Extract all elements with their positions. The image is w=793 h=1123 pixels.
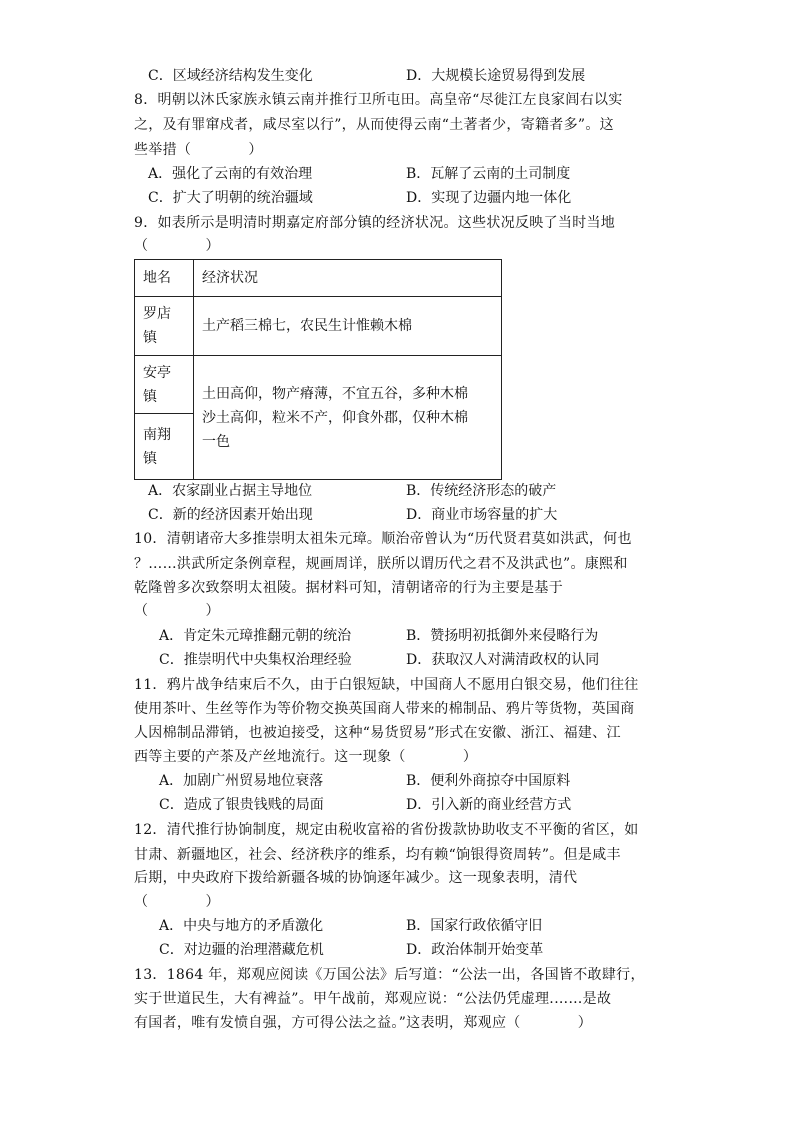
table-header-row [135,260,502,297]
q9-option-d: D．商业市场容量的扩大 [406,507,558,523]
q8-option-c: C．扩大了明朝的统治疆域 [148,190,313,206]
economy-table [134,259,502,480]
q10-stem-line-1: 10．清朝诸帝大多推崇明太祖朱元璋。顺治帝曾认为“历代贤君莫如洪武，何也 [134,531,632,547]
table-row [135,356,502,414]
q11-option-d: D．引入新的商业经营方式 [406,797,572,813]
status-line: 沙土高仰，粒米不产，仰食外郡，仅种木棉 [202,409,468,426]
q8-option-a: A．强化了云南的有效治理 [148,166,313,182]
q10-option-b: B．赞扬明初抵御外来侵略行为 [406,628,599,644]
place-cell-luodian [135,297,194,356]
q8-option-b: B．瓦解了云南的土司制度 [406,166,571,182]
q7-option-d: D．大规模长途贸易得到发展 [406,68,586,84]
q12-stem-line-1: 12．清代推行协饷制度，规定由税收富裕的省份拨款协助收支不平衡的省区，如 [134,822,639,838]
q9-stem-line-2: （ ） [134,238,220,254]
status-cell-luodian: 土产稻三棉七，农民生计惟赖木棉 [194,297,502,356]
table-row [135,297,502,356]
q12-stem-line-4: （ ） [134,894,220,910]
q11-option-a: A．加剧广州贸易地位衰落 [159,773,324,789]
place-cell-anting [135,356,194,414]
q9-option-b: B．传统经济形态的破产 [406,483,557,499]
q11-stem-line-3: 人因棉制品滞销，也被迫接受，这种“易货贸易”形式在安徽、浙江、福建、江 [134,725,621,741]
q11-option-c: C．造成了银贵钱贱的局面 [159,797,324,813]
q12-option-b: B．国家行政依循守旧 [406,918,543,934]
q10-stem-line-4: （ ） [134,603,220,619]
q9-option-c: C．新的经济因素开始出现 [148,507,313,523]
q12-option-a: A．中央与地方的矛盾激化 [159,918,324,934]
q12-stem-line-2: 甘肃、新疆地区，社会、经济秩序的维系，均有赖“饷银得资周转”。但是咸丰 [134,847,621,863]
q11-stem-line-4: 西等主要的产茶及产丝地流行。这一现象（ ） [134,749,478,765]
place-cell-nanxiang [135,414,194,480]
table-header-place: 地名 [135,260,194,297]
status-line: 土田高仰，物产瘠薄，不宜五谷，多种木棉 [202,385,468,402]
q10-stem-line-2: ？……洪武所定条例章程，规画周详，朕所以谓历代之君不及洪武也”。康熙和 [134,556,628,572]
table-header-status: 经济状况 [194,260,502,297]
place-name-part: 罗店 [143,306,171,322]
q10-option-a: A．肯定朱元璋推翻元朝的统治 [159,628,352,644]
q8-stem-line-3: 些举措（ ） [134,142,263,158]
place-name-part: 安亭 [143,364,171,381]
q13-stem-line-2: 实于世道民生，大有裨益”。甲午战前，郑观应说：“公法仍凭虚理.……是故 [134,991,612,1007]
q10-stem-line-3: 乾隆曾多次致祭明太祖陵。据材料可知，清朝诸帝的行为主要是基于 [134,580,563,596]
place-name-part: 南翔 [143,426,171,443]
place-name-part: 镇 [143,330,157,346]
q7-option-c: C．区域经济结构发生变化 [148,68,313,84]
status-line: 一色 [202,433,230,450]
q8-stem-line-1: 8．明朝以沐氏家族永镇云南并推行卫所屯田。高皇帝“尽徙江左良家闾右以实 [134,92,623,108]
q13-stem-line-3: 有国者，唯有发愤自强，方可得公法之益。”这表明，郑观应（ ） [134,1015,593,1031]
q10-option-c: C．推崇明代中央集权治理经验 [159,652,352,668]
status-cell-merged [194,356,502,480]
q13-stem-line-1: 13．1864 年，郑观应阅读《万国公法》后写道：“公法一出，各国皆不敢肆行， [134,967,645,983]
q8-stem-line-2: 之，及有罪窜戍者，咸尽室以行”，从而使得云南“土著者少，寄籍者多”。这 [134,117,614,133]
q11-stem-line-2: 使用茶叶、生丝等作为等价物交换英国商人带来的棉制品、鸦片等货物，英国商 [134,701,635,717]
q12-stem-line-3: 后期，中央政府下拨给新疆各城的协饷逐年减少。这一现象表明，清代 [134,870,578,886]
q11-option-b: B．便利外商掠夺中国原料 [406,773,571,789]
place-name-part: 镇 [143,388,157,405]
q12-option-d: D．政治体制开始变革 [406,942,544,958]
q9-option-a: A．农家副业占据主导地位 [148,483,313,499]
q9-stem-line-1: 9．如表所示是明清时期嘉定府部分镇的经济状况。这些状况反映了当时当地 [134,215,616,231]
q11-stem-line-1: 11．鸦片战争结束后不久，由于白银短缺，中国商人不愿用白银交易，他们往往 [134,677,639,693]
q10-option-d: D．获取汉人对满清政权的认同 [406,652,600,668]
place-name-part: 镇 [143,450,157,467]
q12-option-c: C．对边疆的治理潜藏危机 [159,942,324,958]
q8-option-d: D．实现了边疆内地一体化 [406,190,572,206]
